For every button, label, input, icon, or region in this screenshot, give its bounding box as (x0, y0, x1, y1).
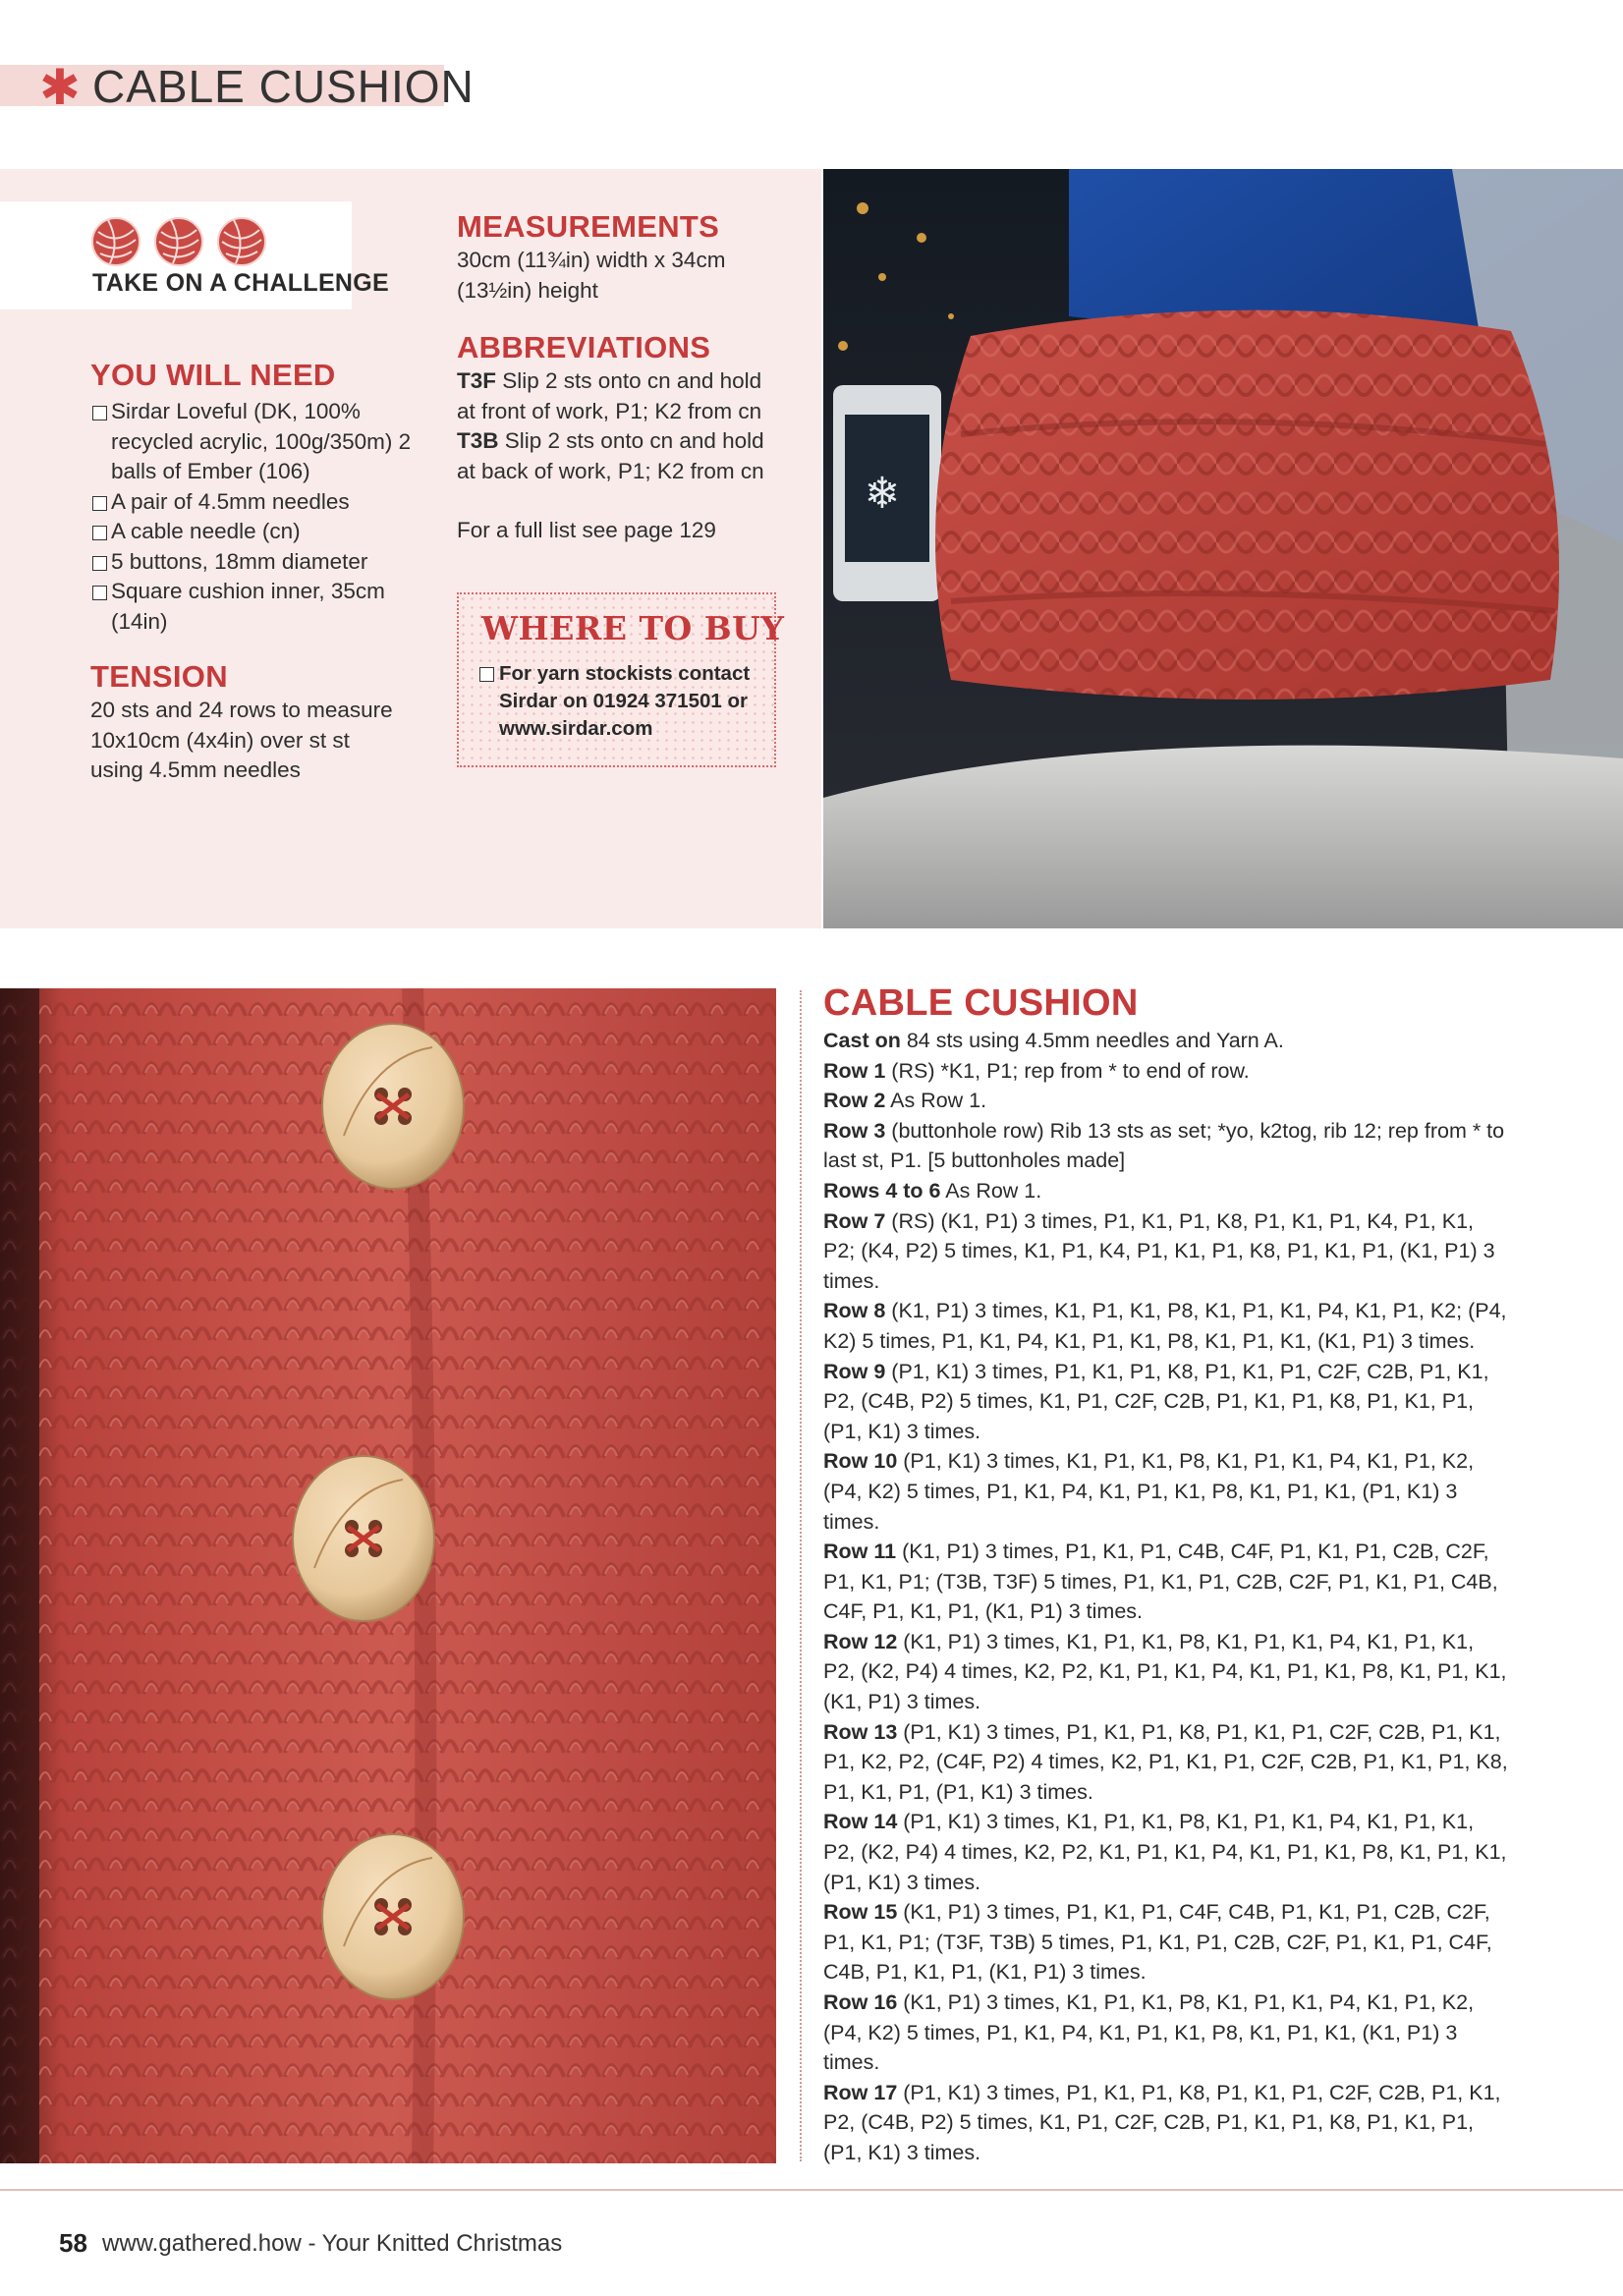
pattern-row: Row 10 (P1, K1) 3 times, K1, P1, K1, P8, K1, P1, K1, P4, K1, P1, K2, (P4, K2) 5 times, P1, K1, P4, K1, P1, K1, P8, K1, P1, K1, (P1, K1) 3 times. (823, 1449, 1475, 1534)
checkbox-icon (479, 667, 494, 682)
pattern-row: Row 7 (RS) (K1, P1) 3 times, P1, K1, P1, K8, P1, K1, P1, K4, P1, K1, P2; (K4, P2) 5 times, K1, P1, K4, P1, K1, P1, K8, P1, K1, P1, (K1, P1) 3 times. (823, 1208, 1495, 1293)
checkbox-icon (92, 556, 107, 571)
pattern-row: Rows 4 to 6 As Row 1. (823, 1178, 1042, 1203)
you-will-need-heading: YOU WILL NEED (90, 358, 336, 392)
svg-text:❄: ❄ (864, 469, 901, 519)
pattern-row: Row 12 (K1, P1) 3 times, K1, P1, K1, P8, K1, P1, K1, P4, K1, P1, K1, P2, (K2, P4) 4 times, K2, P2, K1, P1, K1, P4, K1, P1, K1, P8, K1, P1, K1, (K1, P1) 3 times. (823, 1629, 1507, 1714)
yarn-ball-icon (90, 216, 277, 267)
cushion-photo-art (823, 169, 1623, 928)
column-divider (800, 990, 802, 2161)
asterisk-icon: ✱ (39, 59, 81, 116)
buttons-photo (0, 988, 776, 2163)
page-title: CABLE CUSHION (92, 61, 475, 112)
pattern-row: Row 1 (RS) *K1, P1; rep from * to end of row. (823, 1058, 1250, 1083)
buttons-photo-art (0, 988, 776, 2163)
pattern-row: Row 2 As Row 1. (823, 1089, 987, 1113)
measurements-heading: MEASUREMENTS (457, 209, 720, 244)
pattern-row: Row 11 (K1, P1) 3 times, P1, K1, P1, C4B, C4F, P1, K1, P1, C2B, C2F, P1, K1, P1; (T3B, T3F) 5 times, P1, K1, P1, C2B, C2F, P1, K1, P1, C4B, C4F, P1, K1, P1, (K1, P1) 3 times. (823, 1540, 1498, 1624)
checkbox-icon (92, 586, 107, 600)
where-to-buy-heading: WHERE TO BUY (481, 609, 785, 647)
list-item: Sirdar Loveful (DK, 100% recycled acrylic, 100g/350m) 2 balls of Ember (106) (90, 397, 415, 487)
where-to-buy-text: For yarn stockists contact Sirdar on 01924 371501 or www.sirdar.com (479, 660, 774, 743)
measurements-text: 30cm (11¾in) width x 34cm (13½in) height (457, 248, 726, 303)
pattern-row: Row 8 (K1, P1) 3 times, K1, P1, K1, P8, K1, P1, K1, P4, K1, P1, K2; (P4, K2) 5 times, P1, K1, P4, K1, P1, K1, P8, K1, P1, K1, (K1, P1) 3 times. (823, 1299, 1507, 1353)
tension-text: 20 sts and 24 rows to measure 10x10cm (4x4in) over st st using 4.5mm needles (90, 698, 393, 782)
pattern-row: Row 9 (P1, K1) 3 times, P1, K1, P1, K8, P1, K1, P1, C2F, C2B, P1, K1, P2, (C4B, P2) 5 times, K1, P1, C2F, C2B, P1, K1, P1, K8, P1, K1, P1, (P1, K1) 3 times. (823, 1359, 1489, 1443)
abbreviation-t3b: T3B Slip 2 sts onto cn and hold at back of work, P1; K2 from cn (457, 428, 764, 483)
pattern-instructions (823, 1026, 1511, 2168)
abbreviations-heading: ABBREVIATIONS (457, 330, 711, 364)
checkbox-icon (92, 526, 107, 540)
list-item: A pair of 4.5mm needles (90, 487, 415, 518)
checkbox-icon (92, 496, 107, 511)
pattern-row: Row 3 (buttonhole row) Rib 13 sts as set; *yo, k2tog, rib 12; rep from * to last st, P1. [5 buttonholes made] (823, 1118, 1505, 1173)
pattern-row: Row 13 (P1, K1) 3 times, P1, K1, P1, K8, P1, K1, P1, C2F, C2B, P1, K1, P1, K2, P2, (C4F, P2) 4 times, K2, P1, K1, P1, C2F, C2B, P1, K1, P1, K8, P1, K1, P1, (P1, K1) 3 times. (823, 1719, 1508, 1804)
footer-text: www.gathered.how - Your Knitted Christmas (102, 2230, 563, 2257)
tension-heading: TENSION (90, 659, 228, 694)
pattern-heading: CABLE CUSHION (823, 982, 1139, 1024)
abbreviation-t3f: T3F Slip 2 sts onto cn and hold at front of work, P1; K2 from cn (457, 368, 762, 423)
checkbox-icon (92, 406, 107, 420)
pattern-row: Cast on 84 sts using 4.5mm needles and Yarn A. (823, 1029, 1284, 1052)
abbreviations-note: For a full list see page 129 (457, 518, 716, 542)
pattern-row: Row 16 (K1, P1) 3 times, K1, P1, K1, P8, K1, P1, K1, P4, K1, P1, K2, (P4, K2) 5 times, P1, K1, P4, K1, P1, K1, P8, K1, P1, K1, (K1, P1) 3 times. (823, 1990, 1475, 2075)
you-will-need-list (90, 397, 415, 637)
list-item: A cable needle (cn) (90, 517, 415, 547)
footer-rule (0, 2189, 1623, 2191)
list-item: Square cushion inner, 35cm (14in) (90, 577, 415, 637)
pattern-row: Row 15 (K1, P1) 3 times, P1, K1, P1, C4F, C4B, P1, K1, P1, C2B, C2F, P1, K1, P1; (T3F, T3B) 5 times, P1, K1, P1, C2B, C2F, P1, K1, P1, C4F, C4B, P1, K1, P1, (K1, P1) 3 times. (823, 1900, 1492, 1985)
cushion-photo (823, 169, 1623, 928)
challenge-label: TAKE ON A CHALLENGE (92, 269, 389, 297)
list-item: 5 buttons, 18mm diameter (90, 547, 415, 578)
page-number: 58 (59, 2228, 87, 2258)
pattern-row: Row 14 (P1, K1) 3 times, K1, P1, K1, P8, K1, P1, K1, P4, K1, P1, K1, P2, (K2, P4) 4 times, K2, P2, K1, P1, K1, P4, K1, P1, K1, P8, K1, P1, K1, (P1, K1) 3 times. (823, 1810, 1507, 1894)
pattern-row: Row 17 (P1, K1) 3 times, P1, K1, P1, K8, P1, K1, P1, C2F, C2B, P1, K1, P2, (C4B, P2) 5 times, K1, P1, C2F, C2B, P1, K1, P1, K8, P1, K1, P1, (P1, K1) 3 times. (823, 2080, 1501, 2164)
